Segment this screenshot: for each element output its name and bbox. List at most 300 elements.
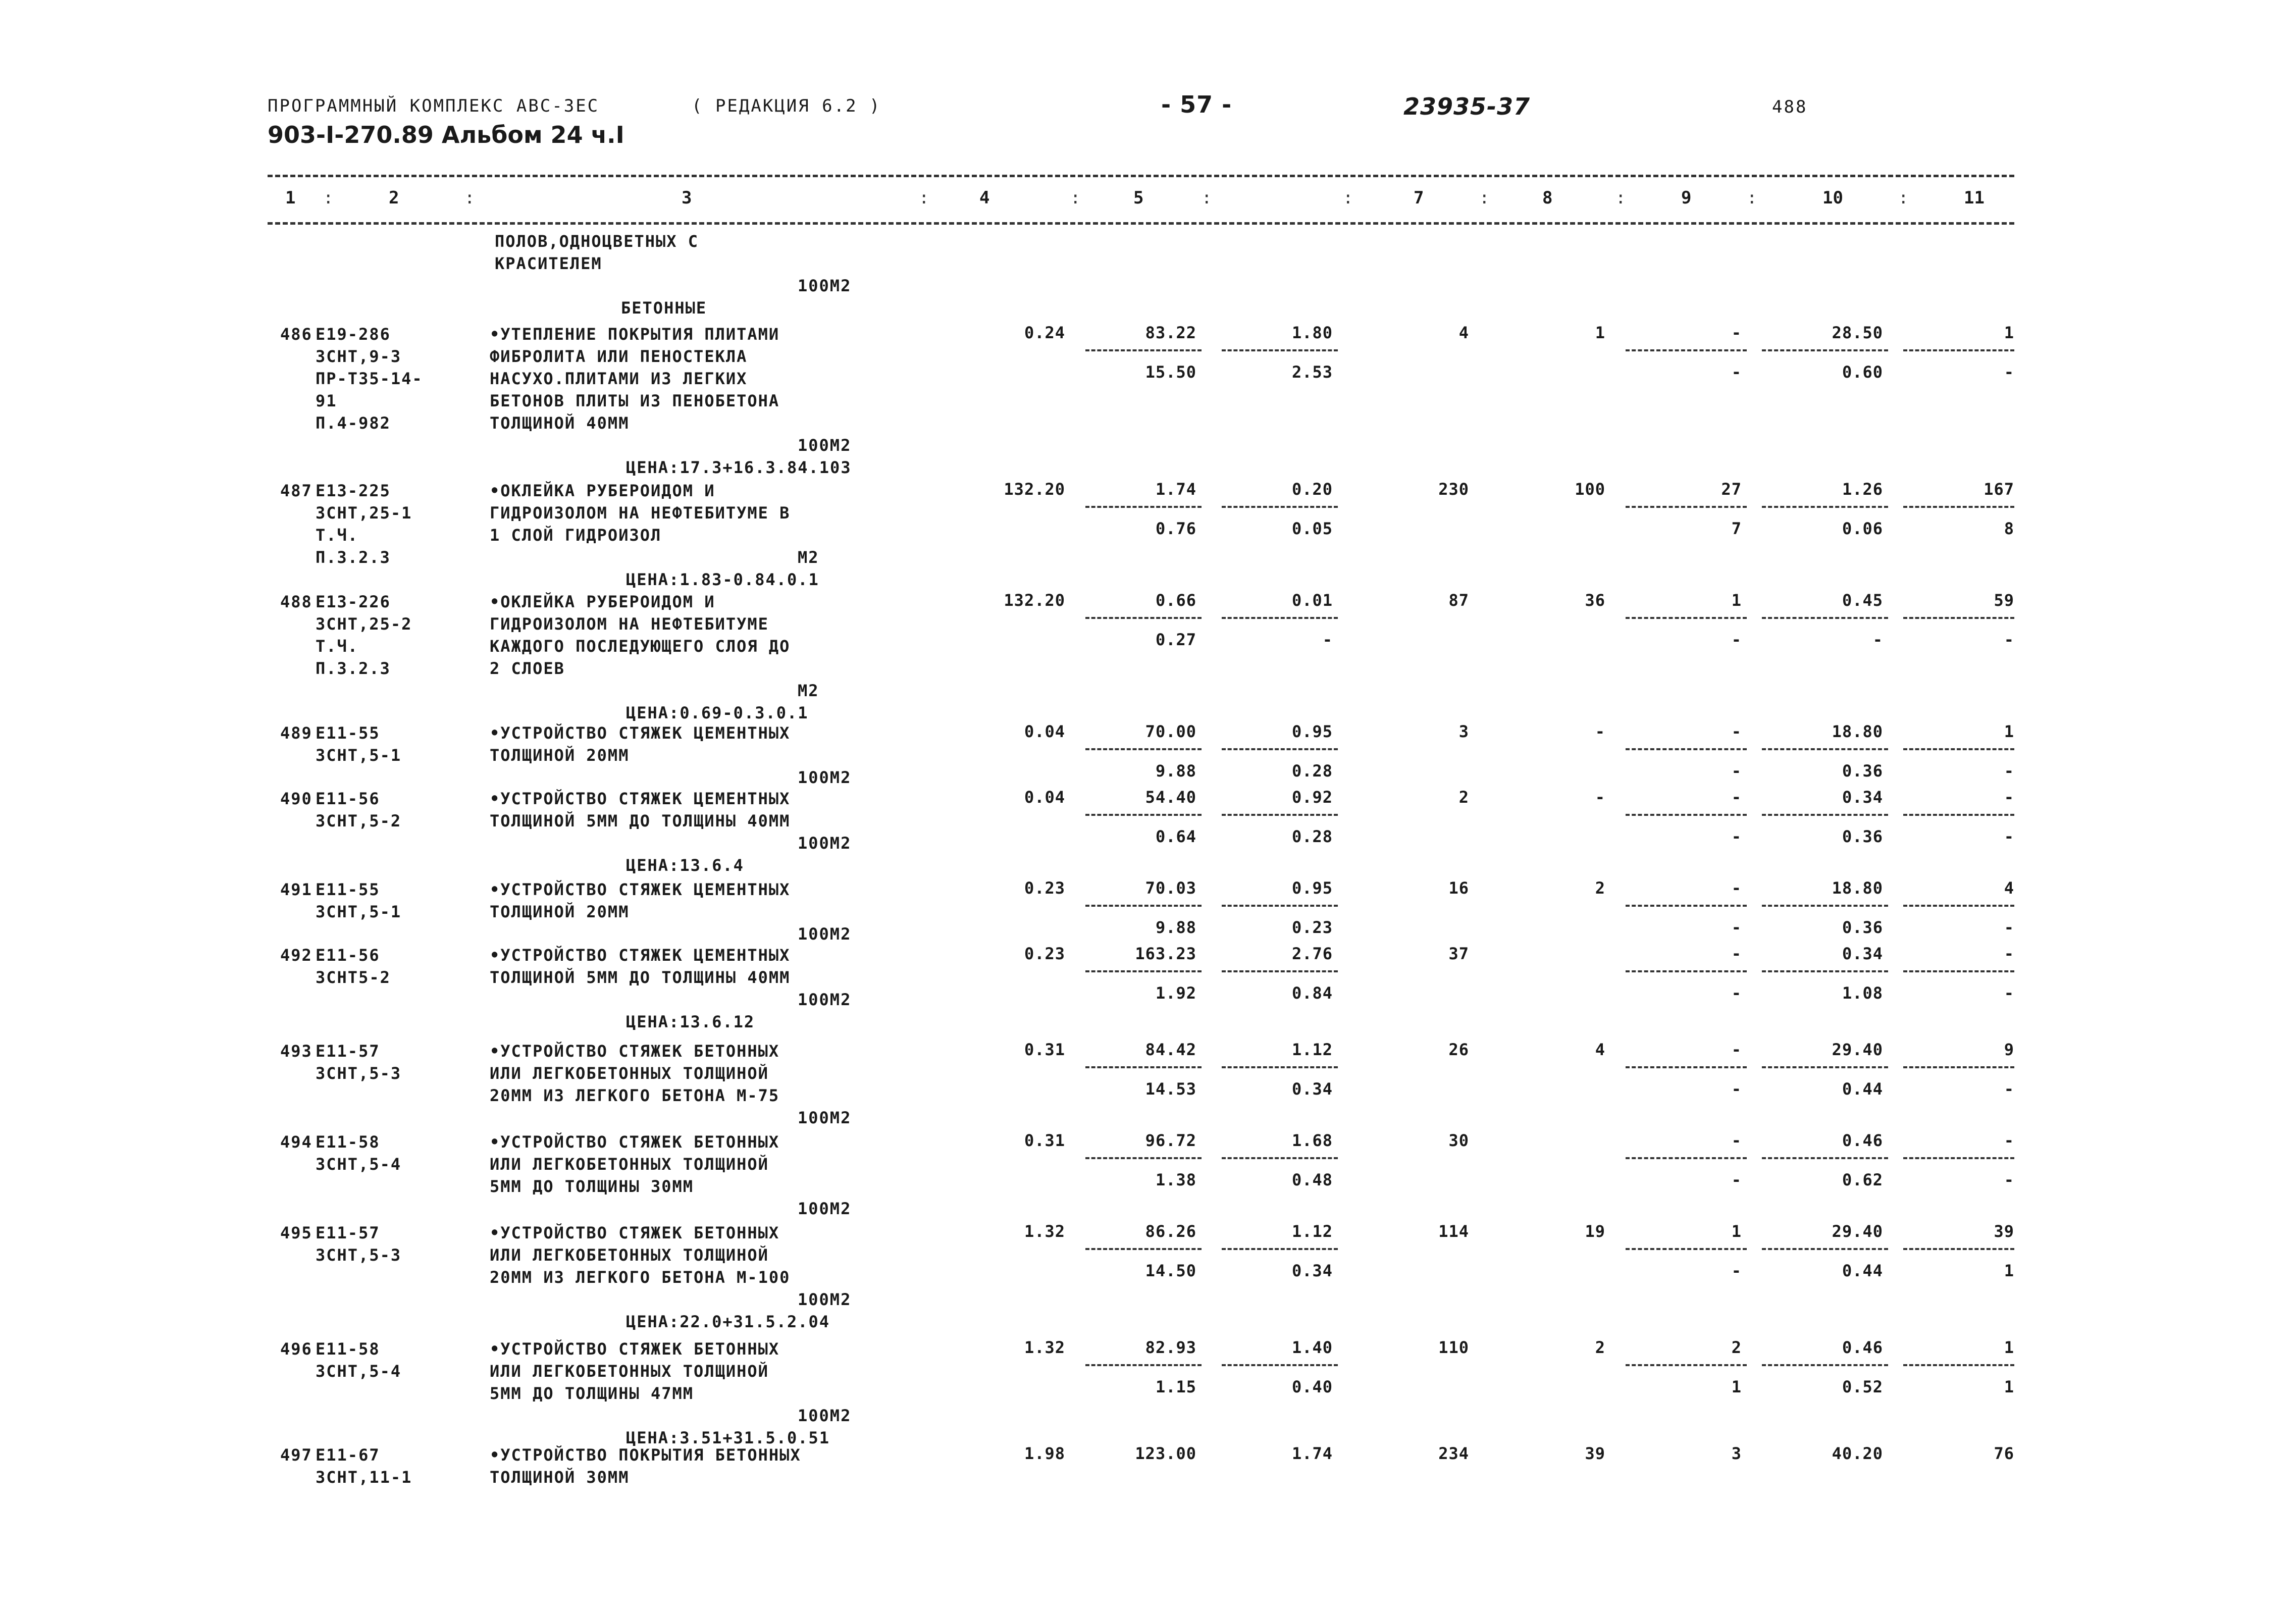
measure-unit: 100М2 xyxy=(798,768,852,787)
subtotal-dash-line xyxy=(1222,617,1338,619)
subtotal-dash-line xyxy=(1762,970,1888,972)
labor-value: 29.40 xyxy=(1832,1222,1883,1241)
labor-total-secondary: - xyxy=(2004,761,2014,781)
total-cost-value: 2 xyxy=(1458,788,1469,807)
wage-value: 0.01 xyxy=(1291,591,1333,610)
machine-value: 1 xyxy=(1731,591,1742,610)
resource-code: Е11-58 xyxy=(316,1339,380,1359)
subtotal-dash-line xyxy=(1762,1364,1888,1366)
subtotal-dash-line xyxy=(1762,506,1888,508)
subtotal-dash-line xyxy=(1085,506,1202,508)
subtotal-dash-line xyxy=(1626,1364,1747,1366)
column-separator: : xyxy=(1202,188,1212,208)
machine-secondary: - xyxy=(1731,983,1742,1003)
labor-value: 0.34 xyxy=(1842,944,1883,963)
measure-unit: 100М2 xyxy=(798,1290,852,1309)
total-cost-value: 3 xyxy=(1458,722,1469,741)
machine-secondary: 7 xyxy=(1731,519,1742,538)
subtotal-dash-line xyxy=(1903,748,2014,750)
subtotal-dash-line xyxy=(1626,1066,1747,1068)
subtotal-dash-line xyxy=(1762,905,1888,907)
subtotal-dash-line xyxy=(1222,1364,1338,1366)
machine-value: - xyxy=(1731,1040,1742,1059)
subtotal-dash-line xyxy=(1626,349,1747,351)
price-formula: ЦЕНА:13.6.4 xyxy=(626,856,744,875)
unit-cost-value: 163.23 xyxy=(1135,944,1196,963)
labor-total-secondary: - xyxy=(2004,827,2014,846)
machine-value: 2 xyxy=(1731,1338,1742,1357)
total-wage-value: 1 xyxy=(1595,323,1605,342)
total-wage-value: 19 xyxy=(1585,1222,1605,1241)
unit-cost-value: 123.00 xyxy=(1135,1444,1196,1463)
quantity-value: 0.23 xyxy=(1024,944,1065,963)
wage-value: 1.68 xyxy=(1291,1131,1333,1150)
labor-value: 40.20 xyxy=(1832,1444,1883,1463)
machine-value: - xyxy=(1731,1131,1742,1150)
row-number: 490 xyxy=(280,789,312,808)
labor-total-secondary: 1 xyxy=(2004,1261,2014,1280)
wage-value: 1.12 xyxy=(1291,1222,1333,1241)
wage-value: 1.12 xyxy=(1291,1040,1333,1059)
column-number-8: 8 xyxy=(1542,188,1553,208)
resource-code: ПР-ТЗ5-14- xyxy=(316,369,423,388)
subtotal-dash-line xyxy=(1626,1157,1747,1159)
unit-cost-value: 82.93 xyxy=(1145,1338,1196,1357)
unit-cost-value: 96.72 xyxy=(1145,1131,1196,1150)
work-description: •УСТРОЙСТВО СТЯЖЕК БЕТОННЫХ xyxy=(490,1132,780,1152)
machine-value: - xyxy=(1731,323,1742,342)
machine-secondary: - xyxy=(1731,918,1742,937)
subtotal-dash-line xyxy=(1626,1248,1747,1250)
wage-secondary: 0.84 xyxy=(1291,983,1333,1003)
work-description: ТОЛЩИНОЙ 5ММ ДО ТОЛЩИНЫ 40ММ xyxy=(490,968,791,987)
resource-code: Т.Ч. xyxy=(316,526,359,545)
row-number: 493 xyxy=(280,1042,312,1061)
work-description: 2 СЛОЕВ xyxy=(490,659,565,678)
row-number: 492 xyxy=(280,946,312,965)
labor-value: 1.26 xyxy=(1842,480,1883,499)
column-separator: : xyxy=(1343,188,1353,208)
labor-value: 18.80 xyxy=(1832,722,1883,741)
resource-code: ЗСНТ,5-3 xyxy=(316,1064,402,1083)
labor-value: 18.80 xyxy=(1832,878,1883,898)
labor-value: 0.46 xyxy=(1842,1131,1883,1150)
work-description: ТОЛЩИНОЙ 5ММ ДО ТОЛЩИНЫ 40ММ xyxy=(490,811,791,830)
total-wage-value: 36 xyxy=(1585,591,1605,610)
edition-label: ( РЕДАКЦИЯ 6.2 ) xyxy=(692,96,881,116)
unit-cost-secondary: 9.88 xyxy=(1155,918,1196,937)
machine-value: - xyxy=(1731,722,1742,741)
work-description: •УСТРОЙСТВО СТЯЖЕК БЕТОННЫХ xyxy=(490,1223,780,1242)
resource-code: ЗСНТ,5-2 xyxy=(316,811,402,830)
resource-code: ЗСНТ,5-1 xyxy=(316,902,402,921)
labor-total-value: 167 xyxy=(1984,480,2014,499)
work-description: •УСТРОЙСТВО СТЯЖЕК БЕТОННЫХ xyxy=(490,1042,780,1061)
subtotal-dash-line xyxy=(1626,748,1747,750)
work-description: ГИДРОИЗОЛОМ НА НЕФТЕБИТУМЕ xyxy=(490,614,769,634)
subtotal-dash-line xyxy=(1222,970,1338,972)
header-top-rule xyxy=(268,175,2014,177)
resource-code: Е11-67 xyxy=(316,1445,380,1465)
labor-value: 29.40 xyxy=(1832,1040,1883,1059)
unit-cost-secondary: 15.50 xyxy=(1145,362,1196,382)
wage-secondary: 0.28 xyxy=(1291,827,1333,846)
column-separator: : xyxy=(1479,188,1490,208)
quantity-value: 0.31 xyxy=(1024,1131,1065,1150)
resource-code: П.З.2.3 xyxy=(316,548,391,567)
work-description: ИЛИ ЛЕГКОБЕТОННЫХ ТОЛЩИНОЙ xyxy=(490,1245,769,1265)
unit-cost-value: 70.03 xyxy=(1145,878,1196,898)
work-description: •ОКЛЕЙКА РУБЕРОИДОМ И xyxy=(490,592,715,611)
page-number: - 57 - xyxy=(1161,91,1232,118)
wage-secondary: 0.34 xyxy=(1291,1079,1333,1099)
resource-code: Е11-57 xyxy=(316,1042,380,1061)
subtotal-dash-line xyxy=(1626,617,1747,619)
resource-code: ЗСНТ,11-1 xyxy=(316,1468,412,1487)
measure-unit: 100М2 xyxy=(798,1406,852,1425)
resource-code: П.З.2.3 xyxy=(316,659,391,678)
subtotal-dash-line xyxy=(1762,1066,1888,1068)
work-description: НАСУХО.ПЛИТАМИ ИЗ ЛЕГКИХ xyxy=(490,369,748,388)
work-description: •УТЕПЛЕНИЕ ПОКРЫТИЯ ПЛИТАМИ xyxy=(490,325,780,344)
subtotal-dash-line xyxy=(1085,748,1202,750)
labor-secondary: 0.36 xyxy=(1842,827,1883,846)
column-separator: : xyxy=(464,188,475,208)
labor-secondary: - xyxy=(1872,630,1883,649)
wage-secondary: 2.53 xyxy=(1291,362,1333,382)
total-wage-value: - xyxy=(1595,722,1605,741)
total-cost-value: 26 xyxy=(1448,1040,1469,1059)
wage-value: 0.95 xyxy=(1291,878,1333,898)
labor-total-secondary: - xyxy=(2004,983,2014,1003)
quantity-value: 1.32 xyxy=(1024,1338,1065,1357)
labor-total-secondary: - xyxy=(2004,918,2014,937)
column-number-2: 2 xyxy=(389,188,399,208)
measure-unit: 100М2 xyxy=(798,1199,852,1218)
work-description: ГИДРОИЗОЛОМ НА НЕФТЕБИТУМЕ В xyxy=(490,503,791,523)
column-number-10: 10 xyxy=(1822,188,1843,208)
measure-unit: 100М2 xyxy=(798,924,852,944)
labor-total-value: 59 xyxy=(1994,591,2014,610)
column-number-4: 4 xyxy=(979,188,990,208)
labor-total-value: 39 xyxy=(1994,1222,2014,1241)
total-cost-value: 4 xyxy=(1458,323,1469,342)
subtotal-dash-line xyxy=(1222,905,1338,907)
unit-cost-secondary: 1.38 xyxy=(1155,1170,1196,1189)
work-description: 1 СЛОЙ ГИДРОИЗОЛ xyxy=(490,526,662,545)
subtotal-dash-line xyxy=(1085,1364,1202,1366)
resource-code: ЗСНТ,5-3 xyxy=(316,1245,402,1265)
labor-secondary: 0.52 xyxy=(1842,1377,1883,1396)
resource-code: ЗСНТ,9-3 xyxy=(316,347,402,366)
unit-cost-value: 84.42 xyxy=(1145,1040,1196,1059)
labor-total-value: - xyxy=(2004,788,2014,807)
subtotal-dash-line xyxy=(1222,349,1338,351)
total-cost-value: 87 xyxy=(1448,591,1469,610)
resource-code: Е11-55 xyxy=(316,880,380,899)
subtotal-dash-line xyxy=(1222,748,1338,750)
column-separator: : xyxy=(1615,188,1626,208)
resource-code: Е13-226 xyxy=(316,592,391,611)
resource-code: Е11-56 xyxy=(316,789,380,808)
subtotal-dash-line xyxy=(1626,506,1747,508)
work-description: •УСТРОЙСТВО СТЯЖЕК БЕТОННЫХ xyxy=(490,1339,780,1359)
work-description: КАЖДОГО ПОСЛЕДУЮЩЕГО СЛОЯ ДО xyxy=(490,637,791,656)
resource-code: П.4-982 xyxy=(316,413,391,433)
column-number-7: 7 xyxy=(1414,188,1424,208)
unit-cost-value: 70.00 xyxy=(1145,722,1196,741)
header-bottom-rule xyxy=(268,222,2014,225)
labor-total-value: 1 xyxy=(2004,1338,2014,1357)
labor-value: 0.34 xyxy=(1842,788,1883,807)
subtotal-dash-line xyxy=(1085,1066,1202,1068)
machine-secondary: - xyxy=(1731,1079,1742,1099)
wage-value: 0.95 xyxy=(1291,722,1333,741)
labor-secondary: 0.06 xyxy=(1842,519,1883,538)
machine-value: - xyxy=(1731,878,1742,898)
subtotal-dash-line xyxy=(1903,1248,2014,1250)
row-number: 489 xyxy=(280,723,312,743)
column-number-3: 3 xyxy=(682,188,692,208)
quantity-value: 132.20 xyxy=(1004,591,1065,610)
subtotal-dash-line xyxy=(1626,814,1747,816)
machine-value: - xyxy=(1731,788,1742,807)
labor-secondary: 0.36 xyxy=(1842,918,1883,937)
work-description: ИЛИ ЛЕГКОБЕТОННЫХ ТОЛЩИНОЙ xyxy=(490,1155,769,1174)
wage-secondary: 0.28 xyxy=(1291,761,1333,781)
machine-secondary: - xyxy=(1731,1261,1742,1280)
total-cost-value: 37 xyxy=(1448,944,1469,963)
work-description: ФИБРОЛИТА ИЛИ ПЕНОСТЕКЛА xyxy=(490,347,748,366)
work-description: •УСТРОЙСТВО СТЯЖЕК ЦЕМЕНТНЫХ xyxy=(490,946,791,965)
resource-code: ЗСНТ,5-4 xyxy=(316,1362,402,1381)
resource-code: Е11-58 xyxy=(316,1132,380,1152)
program-title: ПРОГРАММНЫЙ КОМПЛЕКС АВС-ЗЕС xyxy=(268,96,600,116)
total-wage-value: - xyxy=(1595,788,1605,807)
sheet-number: 488 xyxy=(1772,97,1808,117)
column-number-11: 11 xyxy=(1964,188,1985,208)
work-description: •ОКЛЕЙКА РУБЕРОИДОМ И xyxy=(490,481,715,500)
work-description: 20ММ ИЗ ЛЕГКОГО БЕТОНА М-100 xyxy=(490,1268,791,1287)
labor-total-value: 1 xyxy=(2004,323,2014,342)
subtotal-dash-line xyxy=(1903,506,2014,508)
labor-total-secondary: 1 xyxy=(2004,1377,2014,1396)
unit-cost-value: 54.40 xyxy=(1145,788,1196,807)
total-wage-value: 4 xyxy=(1595,1040,1605,1059)
total-cost-value: 234 xyxy=(1438,1444,1469,1463)
intro-group: БЕТОННЫЕ xyxy=(621,298,707,318)
work-description: 20ММ ИЗ ЛЕГКОГО БЕТОНА М-75 xyxy=(490,1086,780,1105)
subtotal-dash-line xyxy=(1626,970,1747,972)
wage-secondary: 0.05 xyxy=(1291,519,1333,538)
unit-cost-secondary: 14.53 xyxy=(1145,1079,1196,1099)
unit-cost-value: 83.22 xyxy=(1145,323,1196,342)
resource-code: ЗСНТ,25-1 xyxy=(316,503,412,523)
column-separator: : xyxy=(1070,188,1081,208)
machine-value: 3 xyxy=(1731,1444,1742,1463)
row-number: 487 xyxy=(280,481,312,500)
price-formula: ЦЕНА:0.69-0.3.0.1 xyxy=(626,703,809,722)
machine-secondary: - xyxy=(1731,827,1742,846)
unit-cost-secondary: 1.92 xyxy=(1155,983,1196,1003)
wage-value: 0.20 xyxy=(1291,480,1333,499)
labor-total-value: 9 xyxy=(2004,1040,2014,1059)
row-number: 494 xyxy=(280,1132,312,1152)
row-number: 491 xyxy=(280,880,312,899)
labor-secondary: 0.62 xyxy=(1842,1170,1883,1189)
subtotal-dash-line xyxy=(1762,1157,1888,1159)
labor-value: 0.45 xyxy=(1842,591,1883,610)
resource-code: ЗСНТ,25-2 xyxy=(316,614,412,634)
column-separator: : xyxy=(323,188,334,208)
machine-secondary: - xyxy=(1731,761,1742,781)
labor-secondary: 0.60 xyxy=(1842,362,1883,382)
subtotal-dash-line xyxy=(1903,905,2014,907)
resource-code: Т.Ч. xyxy=(316,637,359,656)
wage-value: 2.76 xyxy=(1291,944,1333,963)
price-formula: ЦЕНА:13.6.12 xyxy=(626,1012,755,1031)
row-number: 495 xyxy=(280,1223,312,1242)
machine-secondary: - xyxy=(1731,362,1742,382)
row-number: 496 xyxy=(280,1339,312,1359)
subtotal-dash-line xyxy=(1085,814,1202,816)
resource-code: 91 xyxy=(316,391,337,410)
column-separator: : xyxy=(1898,188,1909,208)
labor-total-secondary: - xyxy=(2004,362,2014,382)
resource-code: Е11-56 xyxy=(316,946,380,965)
quantity-value: 1.32 xyxy=(1024,1222,1065,1241)
column-number-1: 1 xyxy=(285,188,296,208)
labor-value: 0.46 xyxy=(1842,1338,1883,1357)
row-number: 486 xyxy=(280,325,312,344)
labor-secondary: 0.36 xyxy=(1842,761,1883,781)
machine-value: 1 xyxy=(1731,1222,1742,1241)
unit-cost-value: 86.26 xyxy=(1145,1222,1196,1241)
wage-value: 1.80 xyxy=(1291,323,1333,342)
subtotal-dash-line xyxy=(1222,814,1338,816)
unit-cost-secondary: 14.50 xyxy=(1145,1261,1196,1280)
intro-line-2: КРАСИТЕЛЕМ xyxy=(495,254,602,273)
total-wage-value: 2 xyxy=(1595,878,1605,898)
subtotal-dash-line xyxy=(1903,970,2014,972)
work-description: •УСТРОЙСТВО СТЯЖЕК ЦЕМЕНТНЫХ xyxy=(490,723,791,743)
machine-secondary: - xyxy=(1731,1170,1742,1189)
intro-unit: 100М2 xyxy=(798,276,852,295)
machine-value: - xyxy=(1731,944,1742,963)
measure-unit: М2 xyxy=(798,681,819,700)
quantity-value: 0.31 xyxy=(1024,1040,1065,1059)
labor-total-value: - xyxy=(2004,1131,2014,1150)
album-label: 903-I-270.89 Альбом 24 ч.I xyxy=(268,121,624,148)
resource-code: Е19-286 xyxy=(316,325,391,344)
resource-code: Е11-55 xyxy=(316,723,380,743)
unit-cost-secondary: 0.27 xyxy=(1155,630,1196,649)
labor-total-value: 76 xyxy=(1994,1444,2014,1463)
wage-secondary: 0.48 xyxy=(1291,1170,1333,1189)
resource-code: ЗСНТ,5-1 xyxy=(316,746,402,765)
unit-cost-value: 0.66 xyxy=(1155,591,1196,610)
wage-secondary: 0.40 xyxy=(1291,1377,1333,1396)
work-description: 5ММ ДО ТОЛЩИНЫ 47ММ xyxy=(490,1384,694,1403)
subtotal-dash-line xyxy=(1085,905,1202,907)
labor-secondary: 0.44 xyxy=(1842,1261,1883,1280)
total-cost-value: 114 xyxy=(1438,1222,1469,1241)
quantity-value: 0.04 xyxy=(1024,722,1065,741)
subtotal-dash-line xyxy=(1762,814,1888,816)
wage-secondary: 0.34 xyxy=(1291,1261,1333,1280)
price-formula: ЦЕНА:17.3+16.3.84.103 xyxy=(626,458,852,477)
labor-total-secondary: - xyxy=(2004,1170,2014,1189)
subtotal-dash-line xyxy=(1903,814,2014,816)
labor-total-value: 1 xyxy=(2004,722,2014,741)
resource-code: Е13-225 xyxy=(316,481,391,500)
subtotal-dash-line xyxy=(1903,1364,2014,1366)
unit-cost-secondary: 0.76 xyxy=(1155,519,1196,538)
subtotal-dash-line xyxy=(1903,349,2014,351)
work-description: ТОЛЩИНОЙ 30ММ xyxy=(490,1468,630,1487)
subtotal-dash-line xyxy=(1222,1248,1338,1250)
subtotal-dash-line xyxy=(1085,617,1202,619)
total-wage-value: 100 xyxy=(1575,480,1605,499)
measure-unit: 100М2 xyxy=(798,1108,852,1127)
subtotal-dash-line xyxy=(1762,1248,1888,1250)
subtotal-dash-line xyxy=(1085,1157,1202,1159)
labor-total-value: - xyxy=(2004,944,2014,963)
intro-line-1: ПОЛОВ,ОДНОЦВЕТНЫХ С xyxy=(495,232,699,251)
subtotal-dash-line xyxy=(1903,1066,2014,1068)
quantity-value: 1.98 xyxy=(1024,1444,1065,1463)
document-code: 23935-37 xyxy=(1403,93,1531,120)
work-description: •УСТРОЙСТВО ПОКРЫТИЯ БЕТОННЫХ xyxy=(490,1445,801,1465)
work-description: •УСТРОЙСТВО СТЯЖЕК ЦЕМЕНТНЫХ xyxy=(490,880,791,899)
subtotal-dash-line xyxy=(1085,970,1202,972)
measure-unit: 100М2 xyxy=(798,990,852,1009)
price-formula: ЦЕНА:3.51+31.5.0.51 xyxy=(626,1428,830,1447)
resource-code: Е11-57 xyxy=(316,1223,380,1242)
labor-total-secondary: 8 xyxy=(2004,519,2014,538)
subtotal-dash-line xyxy=(1762,617,1888,619)
subtotal-dash-line xyxy=(1222,1066,1338,1068)
work-description: ТОЛЩИНОЙ 20ММ xyxy=(490,746,630,765)
labor-total-secondary: - xyxy=(2004,630,2014,649)
total-cost-value: 30 xyxy=(1448,1131,1469,1150)
measure-unit: 100М2 xyxy=(798,834,852,853)
resource-code: ЗСНТ,5-4 xyxy=(316,1155,402,1174)
row-number: 488 xyxy=(280,592,312,611)
column-separator: : xyxy=(919,188,929,208)
quantity-value: 0.23 xyxy=(1024,878,1065,898)
subtotal-dash-line xyxy=(1903,617,2014,619)
total-cost-value: 230 xyxy=(1438,480,1469,499)
labor-secondary: 1.08 xyxy=(1842,983,1883,1003)
wage-value: 1.40 xyxy=(1291,1338,1333,1357)
work-description: ТОЛЩИНОЙ 20ММ xyxy=(490,902,630,921)
measure-unit: 100М2 xyxy=(798,436,852,455)
wage-secondary: - xyxy=(1322,630,1333,649)
column-number-9: 9 xyxy=(1681,188,1692,208)
subtotal-dash-line xyxy=(1085,1248,1202,1250)
price-formula: ЦЕНА:22.0+31.5.2.04 xyxy=(626,1312,830,1331)
work-description: 5ММ ДО ТОЛЩИНЫ 30ММ xyxy=(490,1177,694,1196)
row-number: 497 xyxy=(280,1445,312,1465)
total-wage-value: 2 xyxy=(1595,1338,1605,1357)
column-separator: : xyxy=(1747,188,1757,208)
wage-secondary: 0.23 xyxy=(1291,918,1333,937)
total-wage-value: 39 xyxy=(1585,1444,1605,1463)
work-description: ИЛИ ЛЕГКОБЕТОННЫХ ТОЛЩИНОЙ xyxy=(490,1064,769,1083)
measure-unit: М2 xyxy=(798,548,819,567)
subtotal-dash-line xyxy=(1085,349,1202,351)
